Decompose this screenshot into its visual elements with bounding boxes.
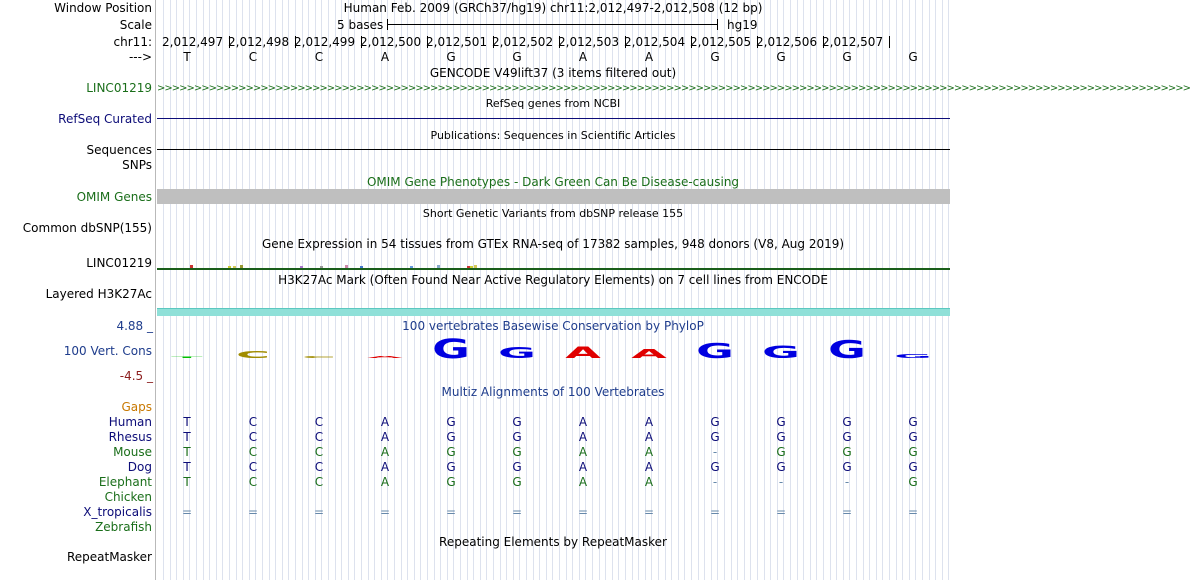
aligned-base: T xyxy=(183,475,191,489)
reference-base: G xyxy=(512,50,522,64)
window-position-label: Window Position xyxy=(54,1,152,15)
reference-base: G xyxy=(446,50,456,64)
aligned-base: C xyxy=(248,445,258,459)
coordinate-label: 2,012,498 xyxy=(228,35,290,49)
conservation-logo-letter: A xyxy=(565,343,601,363)
aligned-base: = xyxy=(907,505,919,519)
aligned-base: G xyxy=(776,460,786,474)
aligned-base: G xyxy=(842,445,852,459)
aligned-base: G xyxy=(908,415,918,429)
aligned-base: A xyxy=(380,475,390,489)
reference-base: G xyxy=(776,50,786,64)
multiz-track-title[interactable]: Multiz Alignments of 100 Vertebrates xyxy=(441,385,665,399)
coordinate-label: 2,012,507 xyxy=(822,35,884,49)
conservation-logo-letter: A xyxy=(367,356,403,359)
aligned-base: = xyxy=(643,505,655,519)
aligned-base: G xyxy=(512,475,522,489)
species-label[interactable]: Rhesus xyxy=(108,430,152,444)
aligned-base: G xyxy=(908,475,918,489)
phylop-track-title[interactable]: 100 vertebrates Basewise Conservation by PhyloP xyxy=(402,319,704,333)
aligned-base: A xyxy=(644,445,654,459)
aligned-base: - xyxy=(844,475,850,489)
gtex-track-label[interactable]: LINC01219 xyxy=(86,256,152,270)
aligned-base: A xyxy=(380,445,390,459)
aligned-base: G xyxy=(710,430,720,444)
aligned-base: - xyxy=(712,445,718,459)
snps-track-label[interactable]: SNPs xyxy=(122,158,152,172)
coordinate-label: 2,012,505 xyxy=(690,35,752,49)
aligned-base: G xyxy=(512,415,522,429)
aligned-base: A xyxy=(578,445,588,459)
aligned-base: G xyxy=(446,445,456,459)
aligned-base: C xyxy=(314,415,324,429)
chrom-label: chr11: xyxy=(113,35,152,49)
repeatmasker-track-title[interactable]: Repeating Elements by RepeatMasker xyxy=(439,535,667,549)
aligned-base: C xyxy=(314,430,324,444)
h3k27ac-track-label[interactable]: Layered H3K27Ac xyxy=(45,287,152,301)
reference-base: T xyxy=(183,50,191,64)
aligned-base: = xyxy=(181,505,193,519)
aligned-base: G xyxy=(908,430,918,444)
aligned-base: A xyxy=(380,415,390,429)
aligned-base: = xyxy=(379,505,391,519)
aligned-base: C xyxy=(248,475,258,489)
reference-base: C xyxy=(314,50,324,64)
reference-base: A xyxy=(644,50,654,64)
aligned-base: T xyxy=(183,415,191,429)
aligned-base: = xyxy=(841,505,853,519)
aligned-base: C xyxy=(248,460,258,474)
species-label[interactable]: Human xyxy=(108,415,152,429)
aligned-base: - xyxy=(712,475,718,489)
gtex-track-title[interactable]: Gene Expression in 54 tissues from GTEx RNA-seq of 17382 samples, 948 donors (V8, Aug 2019) xyxy=(261,237,845,251)
scale-label: Scale xyxy=(119,18,152,32)
aligned-base: G xyxy=(842,430,852,444)
gencode-track-label[interactable]: LINC01219 xyxy=(86,81,152,95)
aligned-base: G xyxy=(446,430,456,444)
h3k27ac-track-title[interactable]: H3K27Ac Mark (Often Found Near Active Regulatory Elements) on 7 cell lines from ENCODE xyxy=(278,273,828,287)
coordinate-label: 2,012,503 xyxy=(558,35,620,49)
aligned-base: G xyxy=(512,430,522,444)
gencode-gene-feature[interactable]: >>>>>>>>>>>>>>>>>>>>>>>>>>>>>>>>>>>>>>>>>>>>>>>>>>>>>>>>>>>>>>>>>>>>>>>>>>>>>>>>>>>>>>>>>>>>>>>>>>>>>>>>>>>>>>>>>>>>>>>>>>>>>>>>>>>>>>>>>>>> xyxy=(157,83,1190,94)
aligned-base: A xyxy=(578,415,588,429)
repeatmasker-track-label[interactable]: RepeatMasker xyxy=(66,550,152,564)
reference-base: A xyxy=(380,50,390,64)
aligned-base: G xyxy=(710,415,720,429)
omim-track-title[interactable]: OMIM Gene Phenotypes - Dark Green Can Be Disease-causing xyxy=(366,175,740,189)
reference-base: A xyxy=(578,50,588,64)
reference-base: G xyxy=(710,50,720,64)
aligned-base: C xyxy=(314,460,324,474)
aligned-base: T xyxy=(183,460,191,474)
species-label[interactable]: Zebrafish xyxy=(95,520,152,534)
aligned-base: = xyxy=(313,505,325,519)
coordinate-label: 2,012,501 xyxy=(426,35,488,49)
aligned-base: T xyxy=(183,445,191,459)
aligned-base: A xyxy=(380,460,390,474)
aligned-base: = xyxy=(511,505,523,519)
conservation-logo-letter: G xyxy=(432,333,470,365)
aligned-base: G xyxy=(710,460,720,474)
aligned-base: G xyxy=(512,460,522,474)
aligned-base: C xyxy=(314,475,324,489)
scale-assembly: hg19 xyxy=(727,18,758,32)
conservation-logo-letter: G xyxy=(696,339,734,364)
aligned-base: T xyxy=(183,430,191,444)
aligned-base: G xyxy=(776,430,786,444)
species-label[interactable]: Chicken xyxy=(104,490,152,504)
dbsnp-track-title[interactable]: Short Genetic Variants from dbSNP release 155 xyxy=(422,207,684,220)
coordinate-label: 2,012,499 xyxy=(294,35,356,49)
coordinate-label: 2,012,506 xyxy=(756,35,818,49)
aligned-base: = xyxy=(445,505,457,519)
coordinate-label: 2,012,502 xyxy=(492,35,554,49)
conservation-logo-letter: C xyxy=(236,349,270,361)
publications-track-label[interactable]: Sequences xyxy=(86,143,152,157)
phylop-min-label: -4.5 _ xyxy=(119,369,153,383)
conservation-logo-letter: G xyxy=(894,353,932,360)
reference-base: C xyxy=(248,50,258,64)
conservation-logo-letter: A xyxy=(631,346,667,361)
aligned-base: G xyxy=(446,415,456,429)
coordinate-label: 2,012,504 xyxy=(624,35,686,49)
conservation-logo-letter: G xyxy=(498,344,536,362)
scale-text: 5 bases xyxy=(337,18,384,32)
omim-track-label[interactable]: OMIM Genes xyxy=(76,190,152,204)
conservation-logo-letter: G xyxy=(762,343,800,363)
aligned-base: = xyxy=(577,505,589,519)
conservation-logo-letter: G xyxy=(828,334,866,365)
reference-base: G xyxy=(908,50,918,64)
reference-base: G xyxy=(842,50,852,64)
aligned-base: A xyxy=(380,430,390,444)
conservation-logo-letter: T xyxy=(171,356,203,359)
aligned-base: = xyxy=(775,505,787,519)
aligned-base: G xyxy=(776,445,786,459)
aligned-base: G xyxy=(908,460,918,474)
aligned-base: G xyxy=(842,415,852,429)
aligned-base: = xyxy=(709,505,721,519)
aligned-base: G xyxy=(908,445,918,459)
phylop-track-label[interactable]: 100 Vert. Cons xyxy=(63,344,152,358)
aligned-base: A xyxy=(578,430,588,444)
aligned-base: G xyxy=(446,475,456,489)
aligned-base: A xyxy=(644,460,654,474)
coordinate-label: 2,012,500 xyxy=(360,35,422,49)
gaps-label: Gaps xyxy=(121,400,152,414)
phylop-max-label: 4.88 _ xyxy=(116,319,153,333)
aligned-base: G xyxy=(776,415,786,429)
conservation-logo-letter: C xyxy=(302,355,336,359)
refseq-track-title[interactable]: RefSeq genes from NCBI xyxy=(485,97,621,110)
aligned-base: - xyxy=(778,475,784,489)
species-label[interactable]: X_tropicalis xyxy=(83,505,152,519)
aligned-base: A xyxy=(578,460,588,474)
publications-track-title[interactable]: Publications: Sequences in Scientific Articles xyxy=(430,129,676,142)
window-position-value[interactable]: Human Feb. 2009 (GRCh37/hg19) chr11:2,012,497-2,012,508 (12 bp) xyxy=(343,1,763,15)
aligned-base: C xyxy=(248,415,258,429)
gencode-track-title[interactable]: GENCODE V49lift37 (3 items filtered out) xyxy=(429,66,677,80)
aligned-base: A xyxy=(578,475,588,489)
aligned-base: G xyxy=(842,460,852,474)
aligned-base: A xyxy=(644,430,654,444)
aligned-base: A xyxy=(644,415,654,429)
aligned-base: G xyxy=(512,445,522,459)
species-label[interactable]: Dog xyxy=(127,460,152,474)
aligned-base: C xyxy=(248,430,258,444)
strand-label: ---> xyxy=(128,50,152,64)
dbsnp-track-label[interactable]: Common dbSNP(155) xyxy=(22,221,152,235)
coordinate-label: 2,012,497 xyxy=(162,35,224,49)
aligned-base: = xyxy=(247,505,259,519)
aligned-base: A xyxy=(644,475,654,489)
aligned-base: C xyxy=(314,445,324,459)
aligned-base: G xyxy=(446,460,456,474)
refseq-track-label[interactable]: RefSeq Curated xyxy=(58,112,152,126)
species-label[interactable]: Mouse xyxy=(113,445,152,459)
species-label[interactable]: Elephant xyxy=(98,475,152,489)
